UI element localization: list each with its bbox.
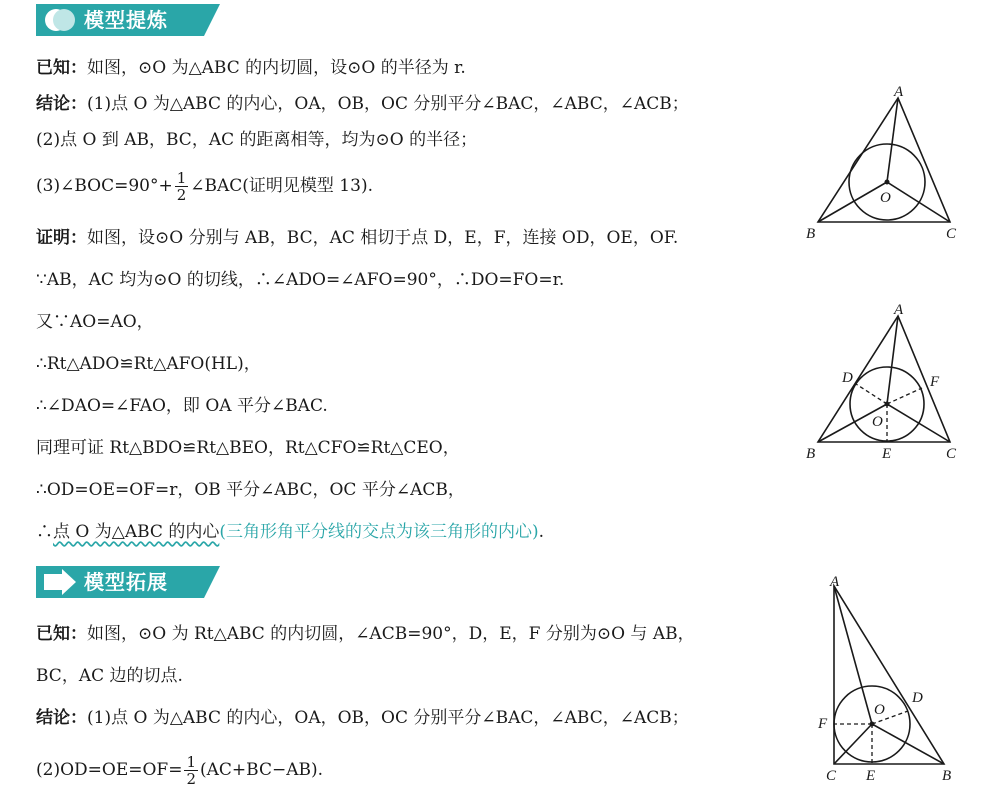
circle-icon-overlap bbox=[53, 9, 75, 31]
conclusion-label: 结论： bbox=[36, 708, 87, 728]
proof-line-6: 同理可证 Rt△BDO≌Rt△BEO，Rt△CFO≌Rt△CEO， bbox=[36, 438, 460, 458]
incenter-note: (三角形角平分线的交点为该三角形的内心) bbox=[219, 522, 539, 542]
proof-line-1 bbox=[36, 226, 678, 250]
section-title: 模型拓展 bbox=[84, 570, 168, 594]
known-text: 如图，⊙O 为△ABC 的内切圆，设⊙O 的半径为 r. bbox=[87, 58, 466, 78]
conclusion-line-2-2 bbox=[36, 754, 323, 787]
figure-right-triangle-incircle bbox=[814, 574, 974, 794]
conclusion-line-3 bbox=[36, 170, 373, 203]
segment-ob bbox=[818, 182, 887, 222]
proof-line-3: 又∵AO=AO， bbox=[36, 312, 154, 332]
label-o: O bbox=[880, 190, 891, 206]
figure-incircle-2 bbox=[800, 302, 970, 468]
segment-oc bbox=[887, 182, 950, 222]
label-o: O bbox=[874, 702, 885, 718]
label-o: O bbox=[872, 414, 883, 430]
label-d: D bbox=[912, 690, 923, 706]
proof-text-1: 如图，设⊙O 分别与 AB，BC，AC 相切于点 D，E，F，连接 OD，OE，OF. bbox=[87, 228, 679, 248]
known-line bbox=[36, 56, 466, 80]
label-f: F bbox=[930, 374, 940, 390]
proof-line-8 bbox=[36, 520, 544, 544]
incenter-conclusion: 点 O 为△ABC 的内心 bbox=[53, 522, 220, 542]
known-line-2b: BC，AC 边的切点. bbox=[36, 666, 183, 686]
label-b: B bbox=[806, 446, 816, 462]
proof-8-end: . bbox=[538, 522, 544, 542]
conclusion-2-1: (1)点 O 为△ABC 的内心，OA，OB，OC 分别平分∠BAC，∠ABC，∠ACB； bbox=[87, 708, 689, 728]
proof-line-4: ∴Rt△ADO≌Rt△AFO(HL)， bbox=[36, 354, 261, 374]
known-label: 已知： bbox=[36, 58, 87, 78]
figure-incircle-1 bbox=[800, 84, 970, 244]
label-c: C bbox=[826, 768, 837, 784]
fraction-half bbox=[184, 754, 198, 787]
label-a: A bbox=[894, 84, 904, 100]
fraction-denominator: 2 bbox=[176, 186, 187, 204]
conclusion-label: 结论： bbox=[36, 94, 87, 114]
conclusion-line-1 bbox=[36, 92, 689, 116]
label-c: C bbox=[946, 226, 957, 242]
center-point bbox=[870, 722, 875, 727]
segment-oa bbox=[887, 316, 898, 404]
segment-of bbox=[887, 388, 922, 404]
section-title: 模型提炼 bbox=[84, 8, 168, 32]
conclusion-line-2: (2)点 O 到 AB，BC，AC 的距离相等，均为⊙O 的半径； bbox=[36, 130, 478, 150]
section-banner-model-refine bbox=[36, 4, 220, 36]
section-banner-model-extend bbox=[36, 566, 220, 598]
label-d: D bbox=[842, 370, 853, 386]
triangle-abc bbox=[834, 586, 944, 764]
proof-label: 证明： bbox=[36, 228, 87, 248]
conclusion-line-2-1 bbox=[36, 706, 689, 730]
segment-od bbox=[856, 384, 887, 404]
proof-line-5: ∴∠DAO=∠FAO，即 OA 平分∠BAC. bbox=[36, 396, 328, 416]
segment-oc bbox=[887, 404, 950, 442]
proof-8-prefix: ∴ bbox=[36, 522, 53, 542]
label-a: A bbox=[894, 302, 904, 318]
center-point bbox=[885, 180, 890, 185]
fraction-numerator: 1 bbox=[186, 753, 197, 771]
fraction-half bbox=[175, 170, 189, 203]
label-e: E bbox=[866, 768, 876, 784]
conclusion-3-prefix: (3)∠BOC=90°+ bbox=[36, 176, 173, 196]
conclusion-1: (1)点 O 为△ABC 的内心，OA，OB，OC 分别平分∠BAC，∠ABC，∠ACB； bbox=[87, 94, 689, 114]
label-b: B bbox=[942, 768, 952, 784]
known-label: 已知： bbox=[36, 624, 87, 644]
label-a: A bbox=[830, 574, 840, 590]
proof-line-7: ∴OD=OE=OF=r，OB 平分∠ABC，OC 平分∠ACB， bbox=[36, 480, 465, 500]
known-text-2a: 如图，⊙O 为 Rt△ABC 的内切圆，∠ACB=90°，D，E，F 分别为⊙O 与 AB， bbox=[87, 624, 695, 644]
fraction-denominator: 2 bbox=[186, 770, 197, 788]
label-f: F bbox=[818, 716, 828, 732]
conclusion-2-2-suffix: (AC+BC−AB). bbox=[200, 760, 324, 780]
conclusion-3-suffix: ∠BAC(证明见模型 13). bbox=[190, 176, 373, 196]
known-line-2a bbox=[36, 622, 695, 646]
label-b: B bbox=[806, 226, 816, 242]
label-e: E bbox=[882, 446, 892, 462]
fraction-numerator: 1 bbox=[176, 169, 187, 187]
label-c: C bbox=[946, 446, 957, 462]
segment-ob bbox=[872, 724, 944, 764]
center-point bbox=[885, 402, 890, 407]
proof-line-2: ∵AB，AC 均为⊙O 的切线，∴∠ADO=∠AFO=90°，∴DO=FO=r. bbox=[36, 270, 565, 290]
segment-oa bbox=[887, 98, 898, 182]
conclusion-2-2-prefix: (2)OD=OE=OF= bbox=[36, 760, 183, 780]
